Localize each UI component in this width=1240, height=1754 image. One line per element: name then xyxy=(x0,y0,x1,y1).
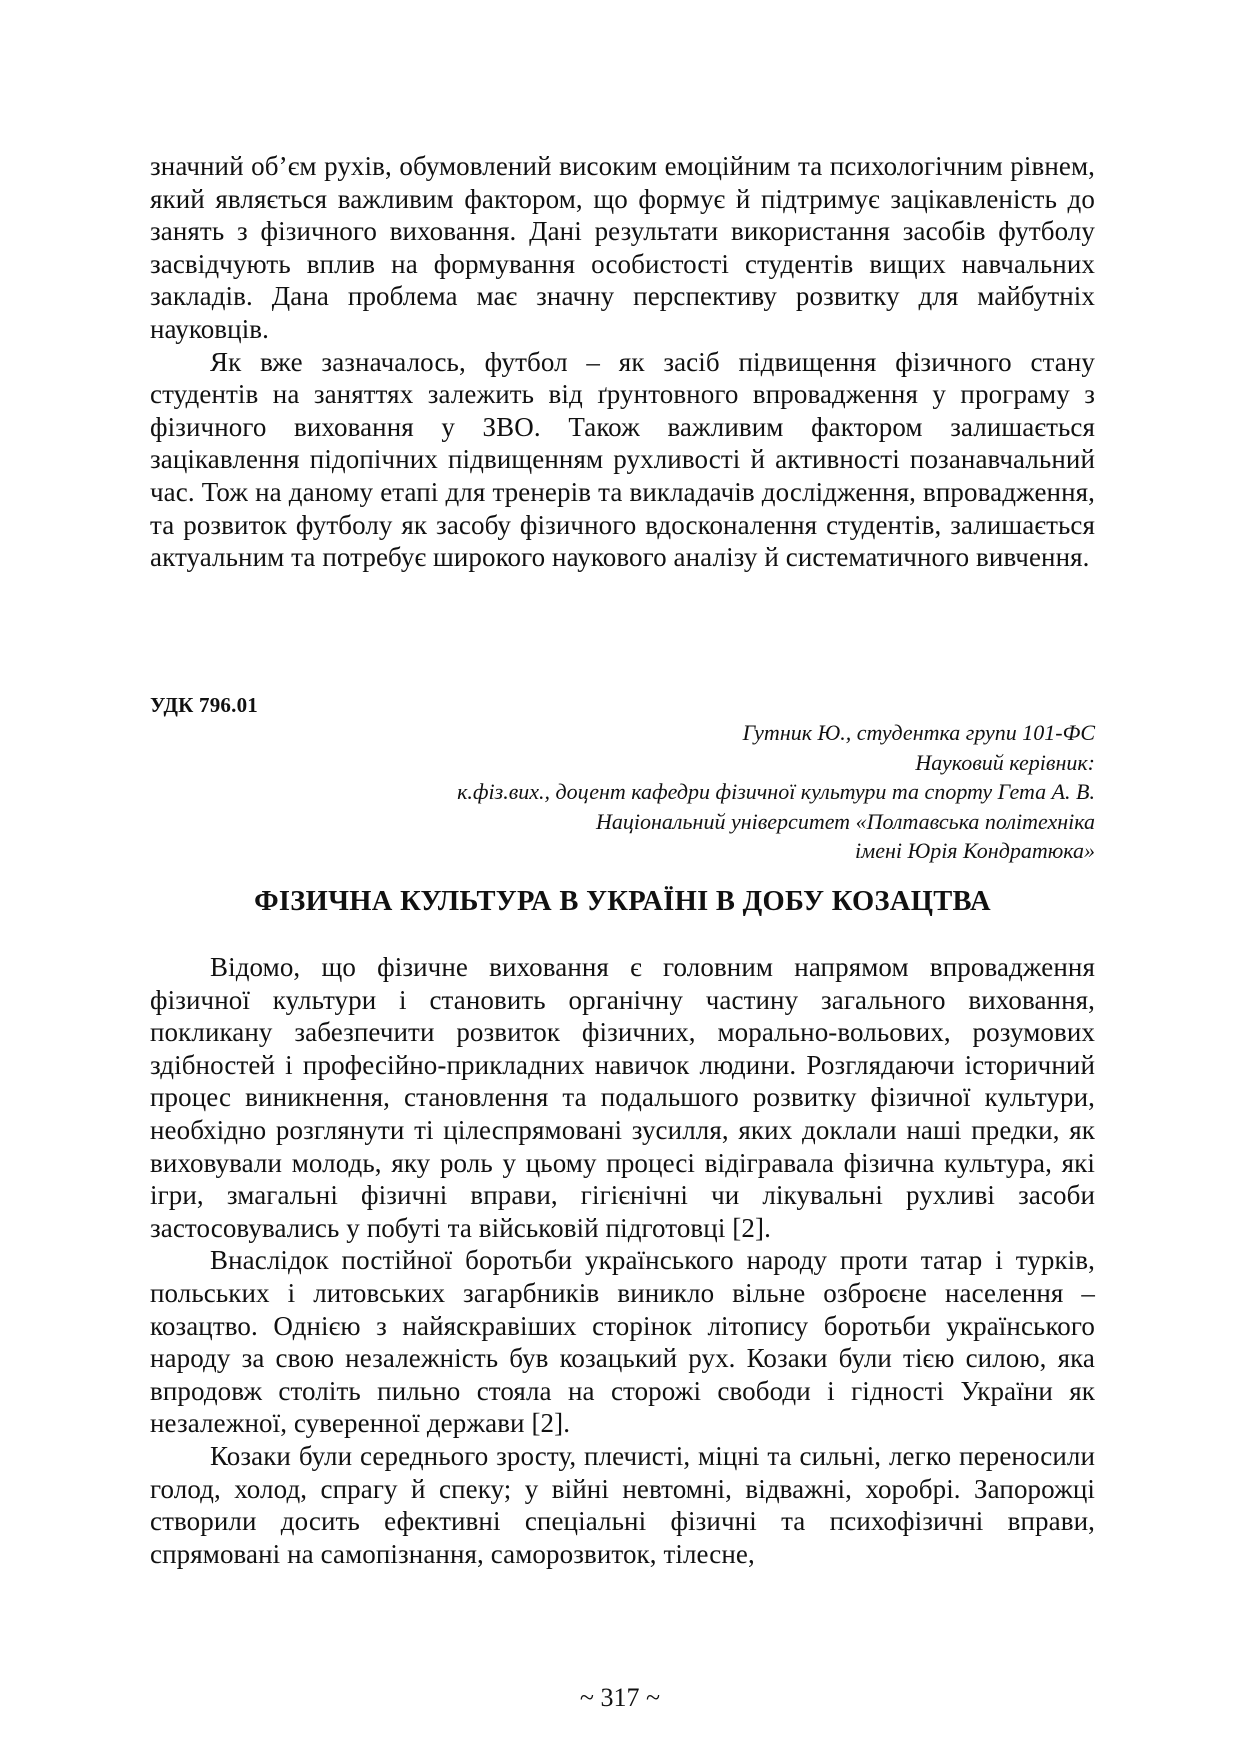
body-paragraph-3: Козаки були середнього зросту, плечисті, міцні та сильні, легко переносили голод, холод, спрагу й спеку; у війні невтомні, відважні, хоробрі. Запорожці створили досить ефективні спеціальні фізичні та психофізичні вправи, спрямовані на самопізнання, саморозвиток, тілесне, xyxy=(150,1440,1095,1569)
author-block xyxy=(195,718,1095,866)
intro-paragraph-2: Як вже зазначалось, футбол – як засіб підвищення фізичного стану студентів на заняттях залежить від ґрунтовного впровадження у програму з фізичного виховання у ЗВО. Також важливим фактором залишається зацікавлення підопічних підвищенням рухливості й активності позанавчальний час. Тож на даному етапі для тренерів та викладачів дослідження, впровадження, та розвиток футболу як засобу фізичного вдосконалення студентів, залишається актуальним та потребує широкого наукового аналізу й систематичного вивчення. xyxy=(150,346,1095,573)
author-line-3: к.фіз.вих., доцент кафедри фізичної культури та спорту Гета А. В. xyxy=(457,779,1095,805)
udc-code: УДК 796.01 xyxy=(150,693,258,717)
intro-section xyxy=(150,150,1095,574)
article-title: ФІЗИЧНА КУЛЬТУРА В УКРАЇНІ В ДОБУ КОЗАЦТВА xyxy=(254,886,991,917)
author-line-1: Гутник Ю., студентка групи 101-ФС xyxy=(742,720,1095,745)
body-paragraph-2: Внаслідок постійної боротьби українського народу проти татар і турків, польських і литовських загарбників виникло вільне озброєне населення – козацтво. Однією з найяскравіших сторінок літопису боротьби українського народу за свою незалежність був козацький рух. Козаки були тією силою, яка впродовж століть пильно стояла на сторожі свободи і гідності України як незалежної, суверенної держави [2]. xyxy=(150,1245,1095,1439)
body-paragraph-1: Відомо, що фізичне виховання є головним напрямом впровадження фізичної культури і становить органічну частину загального виховання, покликану забезпечити розвиток фізичних, морально-вольових, розумових здібностей і професійно-прикладних навичок людини. Розглядаючи історичний процес виникнення, становлення та подальшого розвитку фізичної культури, необхідно розглянути ті цілеспрямовані зусилля, яких доклали наші предки, як виховували молодь, яку роль у цьому процесі відігравала фізична культура, які ігри, змагальні фізичні вправи, гігієнічні чи лікувальні рухливі засоби застосовувались у побуті та військовій підготовці [2]. xyxy=(150,952,1095,1243)
intro-paragraph-1: значний об’єм рухів, обумовлений високим емоційним та психологічним рівнем, який являється важливим фактором, що формує й підтримує зацікавленість до занять з фізичного виховання. Дані результати використання засобів футболу засвідчують вплив на формування особистості студентів вищих навчальних закладів. Дана проблема має значну перспективу розвитку для майбутніх науковців. xyxy=(150,151,1095,344)
author-line-2: Науковий керівник: xyxy=(915,749,1095,775)
author-line-5: імені Юрія Кондратюка» xyxy=(855,838,1095,864)
page-number: ~ 317 ~ xyxy=(579,1683,661,1712)
article-body xyxy=(150,951,1095,1570)
author-line-4: Національний університет «Полтавська політехніка xyxy=(596,808,1095,834)
